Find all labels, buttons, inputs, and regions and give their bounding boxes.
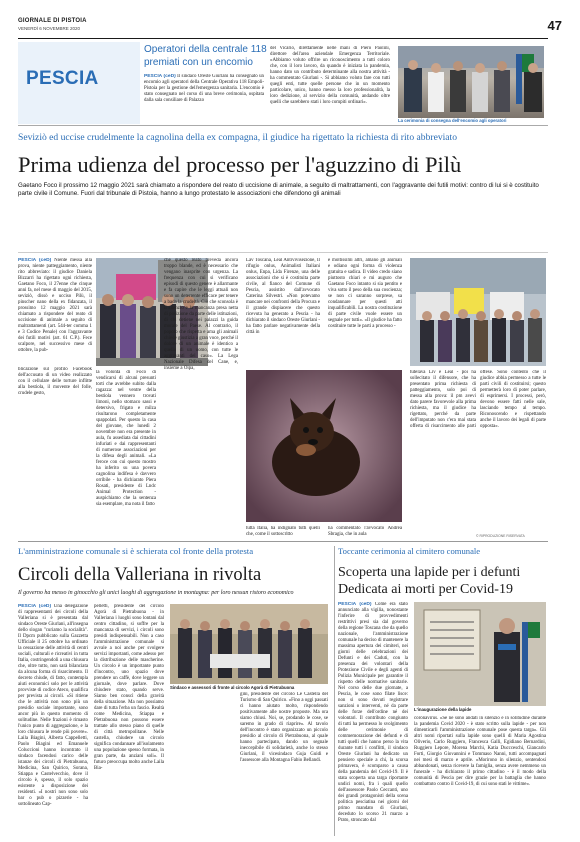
lower-right-col2: coronavirus. «Se ne sono andati in silenzio e in solitudine durante la pandemia Covid 2020 - è stato scritto sulla lapide - per non dimenticarli l'amministrazione comunale pose questa targa». Gli altri nomi riportati sulla lapide sono quelli di Maria Agostina Oliverio, Carlo Ruggiero, Francesca Galli, Egidiano Bernardini, Ruggiero Lepore, Morena Marchi, Katia Duccceschi, Giancarlo Forti, Giorgio Giovannini e Tommaso Nanni, tutti accompagnati nei mesi di marzo e aprile. «Morirono in silenzio, sentendosi abbandonati, senza ricevere la famiglia, senza avere nemmeno un funerale - ha dichiarato il primo cittadino - è il modo della comunità di Pescia per dire grazie per la battaglia che hanno combattuto contro il Covid-19, di cui sono stati le vittime».	[414, 716, 546, 787]
main-col2: la volontà di Foco di vendicarsi di alcuni presunti torti che avrebbe subito dalla ragazza: nel ventre della bestiola vennero trovati limoni, nello stomaco sassi e detersivo, frigato e milza risultarono completamente spappolati. Per questo la casa del giovane, che lunedì 2 novembre non era presente in aula, fu assediata dai cittadini infuriati e dai rappresentanti di numerose associazioni per la difesa degli animali. «La feroce con cui questo mostro ha inferito su una povera cagnolina indifesa è davvero orribile - ha dichiarato Piera Rosati, presidente di Lndc Animal Protection - auspichiamo che la sentenza sia esemplare, ma nota il fatto	[96, 370, 156, 507]
lower-left-kicker: L'amministrazione comunale si è schierata col fronte della protesta	[18, 546, 254, 556]
circolo-photo-icon	[170, 604, 328, 684]
top-story-headline: Operatori della centrale 118 premiati con un encomio	[144, 44, 267, 68]
lower-left-col1	[18, 604, 88, 836]
lower-left-col2b	[170, 692, 234, 836]
lower-left-col1-text: Una delegazione di rappresentanti dei circoli della Valleriana si è presentata dal sindaco Oreste Giurlani, all'insegna dello slogan "curiamo la socialità". Il Dpcm pubblicato sulla Gazzetta Ufficiale il 25 ottobre ha ordinato la cessazione delle attività di centri sociali, culturali e ricreativi in tutta Italia, costringendoli a una chiusura che, oltre tutto, non sarà bilanciata da alcuna forma di risarcimento. Il decreto chiude, di fatto, contempla aiuti economici solo per le attività provviste di codice Ateco, qualifica per prevista ai circoli. «Si ritiene che le attività non sono più un presidio sociale importante, sono ancor più in questo momento di solitudine. Nelle frazioni è rimasto l'unico punto di aggregazione, e la loro chiusura le rende più povere». Laila Biagini, Alberta Cappelletti, Paolo Biagini ed Emanuele Coluccioni hanno incontrato il sindaco facendosi carico delle istanze dei circoli di Pietrabuona, Medicina, San Quirico, Sorana, Stiappa e Castelvecchio, dove il circolo è, spesso, il solo spazio esistente a disposizione dei residenti. «I nostri non sono solo bar o pub o pizzerie - ha sottolineato Cap-	[18, 604, 88, 807]
main-kicker: Seviziò ed uccise crudelmente la cagnolina della ex compagna, il giudice ha rigettato la richiesta di rito abbreviato	[18, 132, 458, 143]
lower-rule	[18, 541, 548, 542]
main-col1-bottom: blicazione sul profilo Facebook dell'accusato di un video realizzato con il cellulare delle torture inflitte alla bestiola, il movente del folle, crudele gesto,	[18, 367, 92, 396]
circolo-photo-caption: Sindaco e assessori di fronte al circolo Agorà di Pietrabuona	[170, 685, 295, 690]
lower-right-story	[338, 546, 548, 836]
lower-right-kicker: Toccante cerimonia al cimitero comunale	[338, 546, 481, 556]
main-headline: Prima udienza del processo per l'aguzzino di Pilù	[18, 152, 462, 177]
main-col1-text: Niente messa alla prova, niente patteggiamento, niente rito abbreviato: il giudice Daniela Bizzarri ha rigettato ogni richiesta, Gaetano Foco, il 27enne che cinque anni fa, nel mese di maggio del 2015, seviziò, dissò e ucciso Pilù, il pinscher nano della ex fidanzata, il prossimo 12 maggio 2021 sarà chiamato a rispondere del reato di uccisione di animale a seguito di maltrattamenti (art. 544-ter comma 1 e 3 Codice Penale) con l'aggravante dei futili motivi (art. 61 C.P.). Fece scalpore, nel successivo mese di ottobre, la pub-	[18, 258, 92, 353]
main-col5b: ha commentato l'avvocato Andrea Sbragia, che in aula	[328, 526, 402, 537]
lapide-photo-caption: L'inaugurazione della lapide	[414, 707, 472, 712]
main-subhead: Gaetano Foco il prossimo 12 maggio 2021 sarà chiamato a rispondere del reato di uccisione di animale, a seguito di maltrattamenti, con l'aggravante dei futili motivi: contro di lui si è costituito parte civile il Comune. Fuori dal tribunale di Pistoia, hanno a lungo protestato le associazioni che difendono gli animali	[18, 182, 539, 198]
main-col6: tutelava Liv e Leal - poi ha sollecitato il difensore, che ha presentato prima richiesta di patteggiamento, solo poi di messa alla prova: il pm avevi dato parere favorevole alla prima richiesta, ma il giudice ha rigettato, perché da parte dell'imputato non c'era mai stata offerta di risarcimento alle parti offese. Sono contento che il giudice abbia permesso a tutte le parti civili di costituirsi; questo permetterà loro di poter parlare, di esprimersi. I processi, però, devono essere fatti nelle sale, lasciando tempo al tempo. Riconoscendo e rispettando anche il lavoro dei legali di parte opposta».	[410, 370, 546, 429]
dog-photo-icon	[246, 370, 402, 522]
top-story-photo-caption: La cerimonia di consegna dell'encomio agli operatori	[398, 118, 507, 123]
page-number: 47	[547, 18, 562, 33]
activists-photo-icon	[410, 258, 546, 366]
main-col4: Lav Toscana, Leal Antivivisezione, Il rifugio onlus, Animalisti Italiani onlus, Enpa, Lida Firenze, una delle associazioni che si è costituita parte civile, al fianco del Comune di Pescia, assistito dall'avvocato Caterina Silvestri. «Non potevamo mancare nei confronti della Procura e il grande dispiacere che questo ricevuta ha generato a Pescia - ha dichiarato il sindaco Oreste Giurlani - ha fatto parlare negativamente della città in	[246, 258, 320, 335]
dog-photo	[246, 370, 402, 522]
lower-left-story	[18, 546, 330, 836]
main-credit: © RIPRODUZIONE RISERVATA	[476, 534, 525, 538]
masthead-paper-name: GIORNALE DI PISTOIA	[18, 18, 87, 24]
lower-right-col1	[338, 602, 408, 836]
main-col3: che questo reato preveda ancora troppo blande, ed è necessario che vengano inasprite con urgenza. La frequenza con cui si verificano episodi di questo genere è allarmante e fa capire che le leggi attuali non sono un deterrente efficace per tenere a bada la crudeltà. Ciò che sconsola è il silenzio e la mancanza presa netta di posizione da parte delle istituzioni, di chi detiene nei palazzi la guida morale del Paese. Al contrario, il popolo che rispetta e ama gli animali chiede giustizia a gran voce, perché il dolore di un animale è identico a quello di un uomo, con tutte le aggravanti del caso». La Lega Nazionale Difesa del Cane, e, insieme a Oipa,	[164, 258, 238, 371]
main-col1-top	[18, 258, 92, 362]
circolo-photo	[170, 604, 328, 684]
main-lead-tag: PESCIA (ceD)	[18, 258, 52, 263]
lower-right-col1-text: Come era stato annunciato alla vigilia, nonostante l'inferire di provvedimenti restrittivi presi sia dal governo della regione Toscana che da quello nazionale, l'amministrazione comunale ha deciso di mantenere la massima apertura dei cimiteri, nei giorni delle celebrazioni dei Defunti e dei Caduti, con la presenza dei volontari della Protezione Civile e degli agenti di Polizia Municipale per garantire il rispetto delle normative sanitarie. Nel corso delle due giornate, a Pescia, le cose sono filate lisce: non si sono dovuti registrare sanzioni o interventi, né da parte delle forze dell'ordine né dei volontari. Il contributo congiunto di tutti ha permesso lo svolgimento delle cerimonie di commemorazione dei defunti e di tutti quelli che hanno perso la vita durante tutti i conflitti, il sindaco Oreste Giurlani ha dedicato un pensiero speciale a chi, la scorsa primavera, è scomparso a causa della pandemia del Covid-19. Il è stata scoperta una targa riportante undici nomi, fra i quali quello dell'assessore Paolo Ceccanti, uno dei grandi protagonisti della scena politica pesciatina nei giorni del primo mandato di Giurlani, deceduto lo scorso 21 marzo a Prato, stroncato dal	[338, 602, 408, 823]
lapide-photo	[414, 602, 546, 706]
lower-left-headline: Circoli della Valleriana in rivolta	[18, 565, 262, 585]
activists-photo	[410, 258, 546, 366]
lower-right-headline: Scoperta una lapide per i defunti Dedicata ai morti per Covid-19	[338, 565, 521, 597]
top-story-photo	[398, 46, 544, 118]
section-label-text: PESCIA	[26, 68, 99, 89]
lower-left-col2: pelletti, presidente del circolo Agorà di Pietrabuona - in Valleriana i luoghi sono lontani dal centro cittadino, si soffre per la mancanza di servizi, i circoli sono presidi indispensabili. Non a caso l'amministrazione comunale si avvale a noi anche per svolgere servizi importanti, come adesso per la distribuzione delle mascherine. Un circolo è un importante punto d'incontro, uno spazio dove prendere un caffè, dove leggere un giornale, dove parlare. Dove chiudere stato, quando serve. Siamo ben conscì della gravità della situazione. Ma non possiamo dare di tutta l'erba un fascio. Realtà come Medicina, Stiappa e Pietrabuona non possono essere trattate allo stesso piano di quelle di città metropolitane. Nelle castella, chiudere un circolo significa condannare all'isolamento una popolazione spesso formata, in gran parte, da anziani soli». Il futuro preoccupa molto anche Laila Bia-	[94, 604, 164, 771]
ceremony-photo-icon	[398, 46, 544, 118]
top-story-lead-tag: PESCIA (ceD)	[144, 74, 176, 79]
lapide-photo-icon	[414, 602, 546, 706]
top-story	[140, 42, 544, 124]
main-rule	[18, 252, 548, 253]
kicker-rule-top	[18, 125, 548, 126]
masthead-date: VENERDÌ 6 NOVEMBRE 2020	[18, 26, 81, 31]
lower-left-lead-tag: PESCIA (ceD)	[18, 604, 52, 609]
main-col5: e moltissimi altri, amano gli animali e odiano ogni forma di violenza gratuita e sadica. Il video credo siano piuttosto chiari e mi auguro che Gaetano Foco intanto si sia pentito e viva sotto il peso della sua coscienza; se non ci saranno sorprese, sa condannare per questi atti inqualificabili. La nostra costituzione di parte civile vuole essere un segnale per tutti». «Il giudice ha fatto costituire tutte le parti a processo -	[328, 258, 402, 329]
section-label	[18, 42, 140, 124]
main-col4b: tutta Italia, ha indignato tutti quelli che, come il sottoscritto	[246, 526, 320, 537]
top-story-col2: del Vicario, direttamente nelle mani di Piero Paolini, direttore dell'area aziendale Emergenza Territoriale. «Abbiamo voluto offrire un riconoscimento a tutti coloro che, con il loro lavoro, da quando è iniziata la pandemia, hanno dato un contributo determinante alla nostra attività - ha commentato Giurlani -. Si abbiamo voluto fare con tutti quegli enti, tutte quelle persone che in un momento particolare, unico, hanno messo la loro professionalità, la loro dedizione, al servizio della comunità, andando oltre quelli che sarebbero stati i loro compiti ordinari».	[270, 46, 390, 105]
lower-left-col3: gini, presidente del circolo Le Castella del Turismo di San Quirico. «Fino a oggi passati ci hanno aiutato molto, rispondendo positivamente alle nostre proposte. Ma ora siamo chiusi. Noi, se, prodando le cose, se saremo in grado di riaprire». Al tavolo dell'incontro è stato organizzato un piccolo presidio al circolo di Pietrabuona, al quale hanno partecipato, dando un segnale ineccepibile di solidarietà, anche lo stesso Giurlani, il vicesindaco Guja Guidi e l'assessore alla Montagna Fabio Bellandi.	[240, 692, 328, 763]
masthead	[18, 18, 562, 44]
lower-right-lead-tag: PESCIA (ceD)	[338, 602, 372, 607]
lower-divider	[334, 546, 335, 836]
top-story-col1	[144, 74, 264, 124]
masthead-rule	[18, 38, 548, 39]
top-story-col1-text: Il sindaco Oreste Giurlani ha consegnato un encomio agli operatori della Centrale Operativa 118 Empoli-Pistoia per la gestione dell'emergenza sanitaria. L'encomio è stato consegnato nel corso di una breve cerimonia, ospitata dalla sala consiliare di Palazzo	[144, 74, 264, 103]
lower-left-subhead: Il governo ha messo in ginocchio gli unici luoghi di aggregazione in montagna: per loro nessun ristoro economico	[18, 590, 294, 596]
